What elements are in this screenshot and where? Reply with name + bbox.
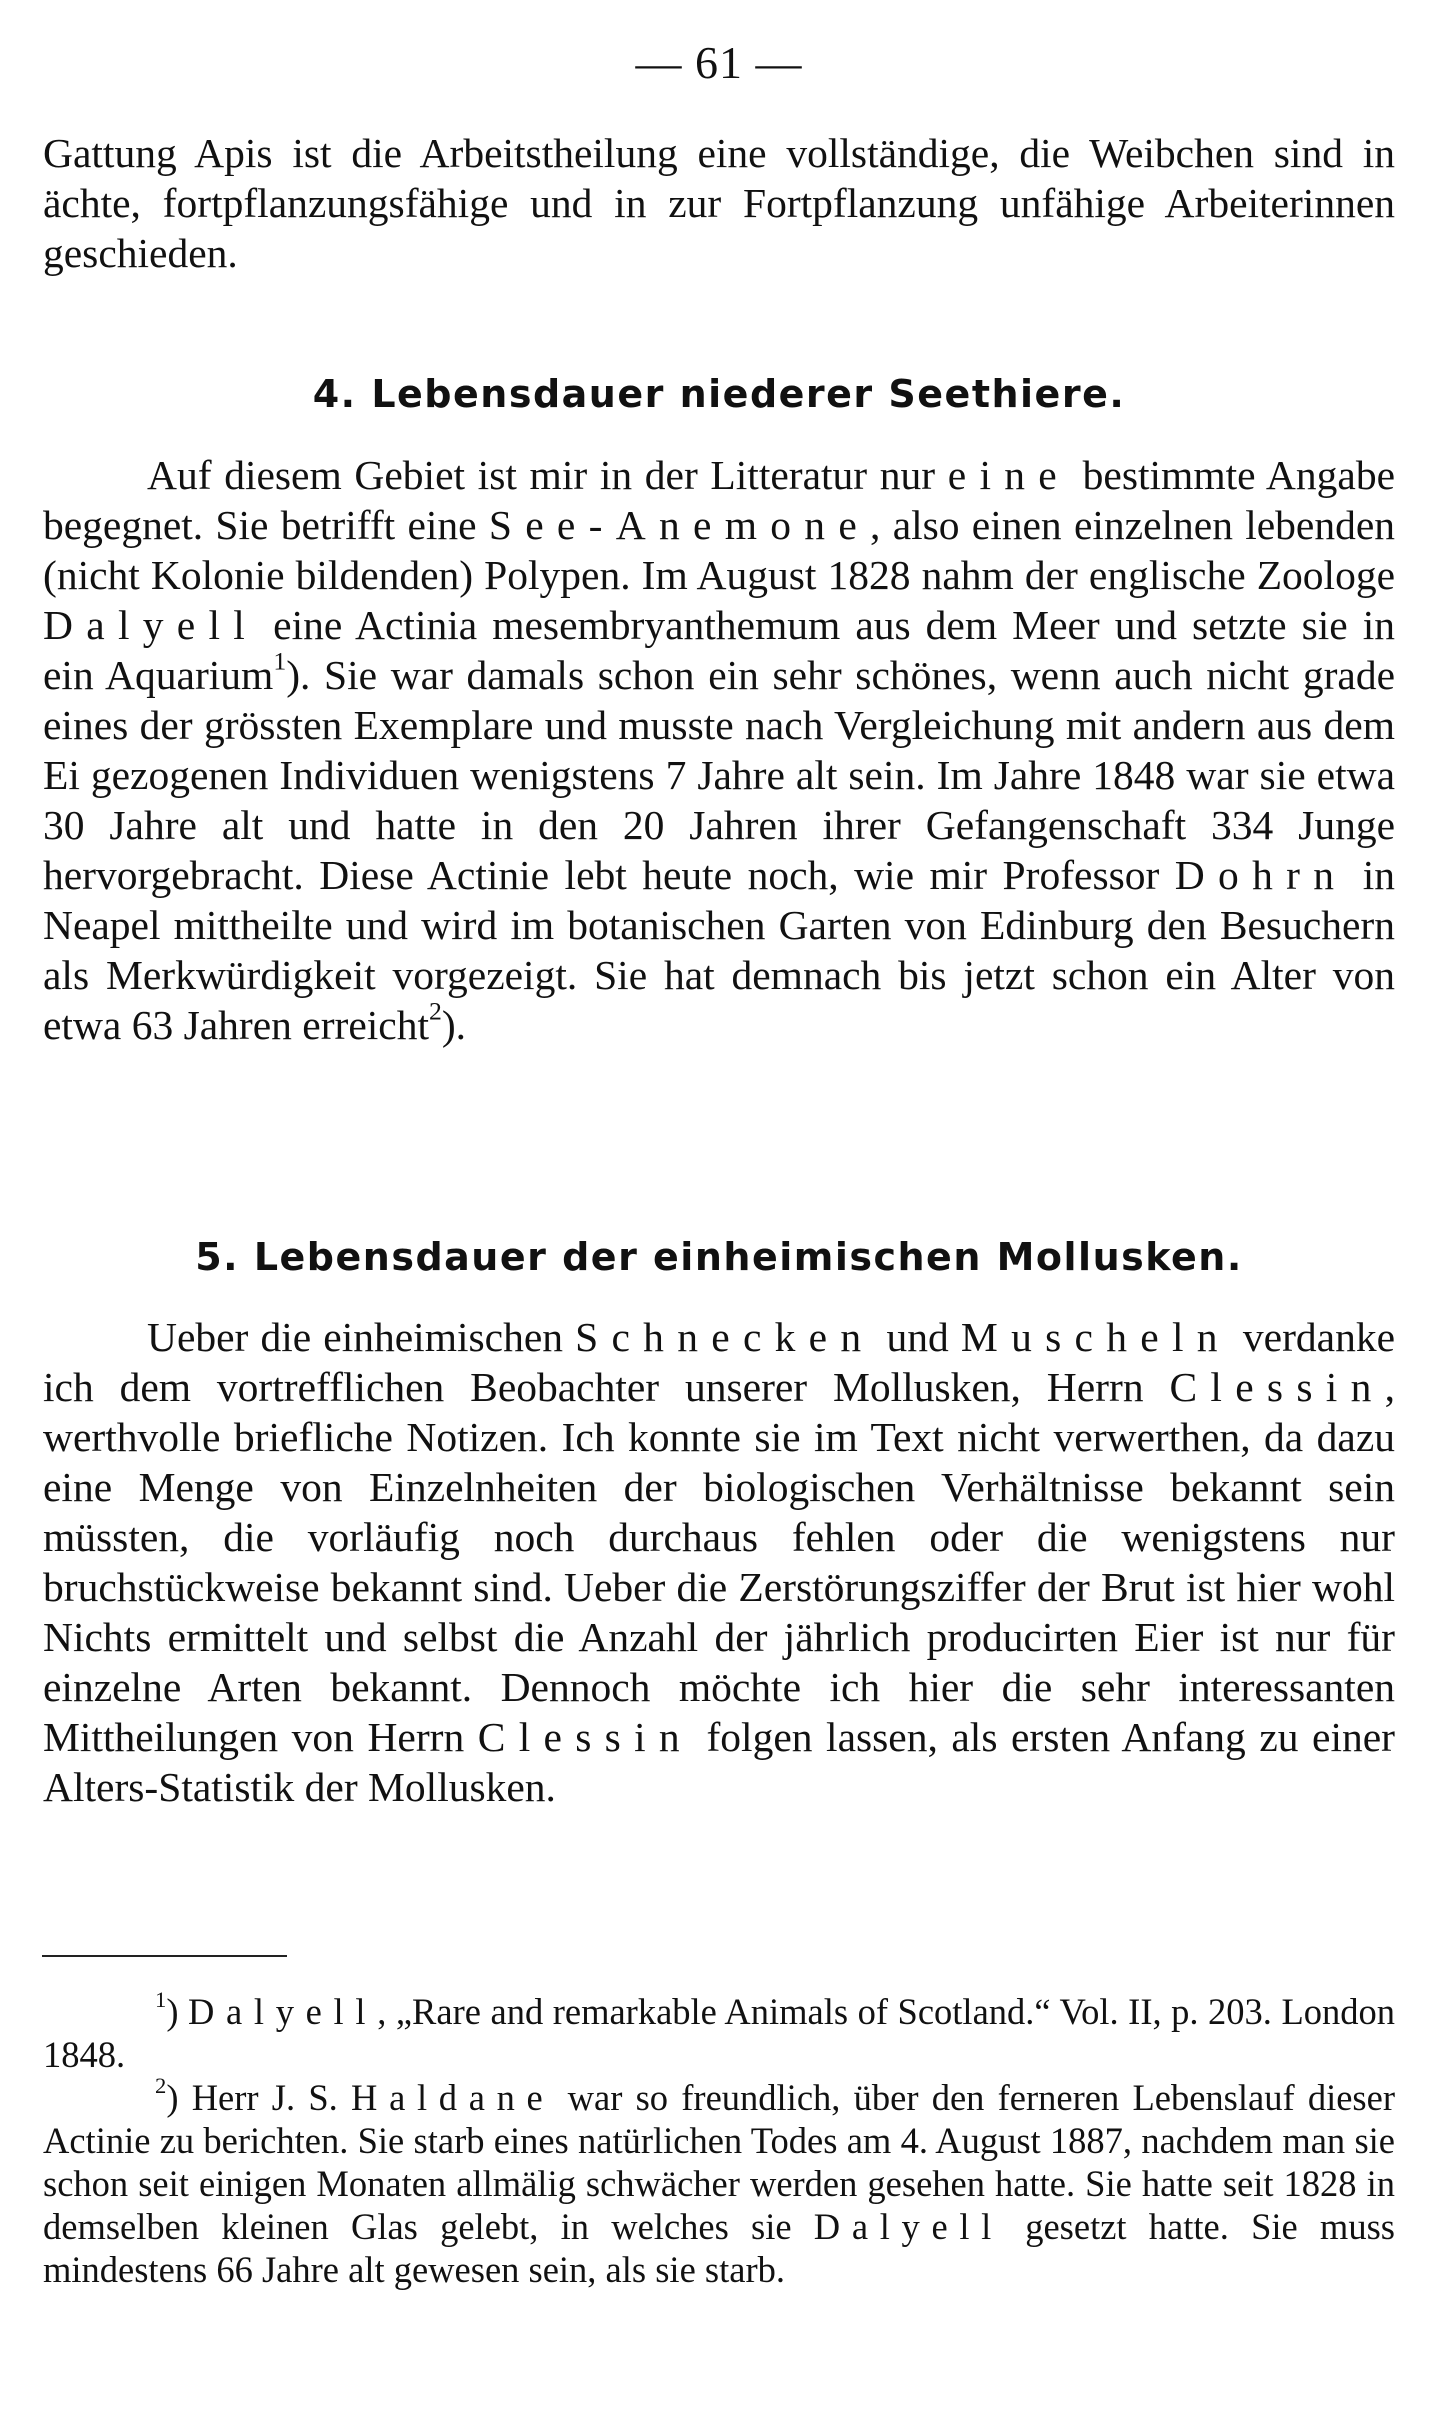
section-5-body [43, 1312, 1395, 1812]
text-run: , „Rare and remarkable Animals of Scotland.“ Vol. II, p. 203. London 1848. [43, 1991, 1395, 2075]
text-run: Auf diesem Gebiet ist mir in der Litteratur nur [147, 452, 948, 498]
text-run: war so freundlich, über den ferneren Lebenslauf dieser Actinie zu berichten. Sie starb eines natürlichen Todes am 4. August 1887, nachdem man sie schon seit einigen Monaten allmälig schwächer werden gesehen hatte. Sie hatte seit 1828 in demselben kleinen Glas gelebt, in welches sie [43, 2077, 1395, 2247]
text-run: , also einen einzelnen lebenden (nicht Kolonie bildenden) Polypen. Im August 1828 nahm der englische Zoologe [43, 502, 1395, 598]
page-number: — 61 — [635, 37, 803, 88]
footnote-marker-2: 2 [155, 2073, 167, 2099]
person-name-haldane: Haldane [351, 2077, 555, 2118]
person-name-dalyell: Dalyell [43, 602, 259, 648]
text-run: folgen lassen, als ersten Anfang zu einer Alters-Statistik der Mollusken. [43, 1714, 1395, 1810]
text-run: in Neapel mittheilte und wird im botanischen Garten von Edinburg den Besuchern als Merkwürdigkeit vorgezeigt. Sie hat demnach bis jetzt schon ein Alter von etwa 63 Jahren erreicht [43, 852, 1395, 1048]
section-5-paragraph [43, 1312, 1395, 1812]
text-run: und [874, 1314, 961, 1360]
person-name-clessin: Clessin [477, 1714, 693, 1760]
footnote-2 [43, 2073, 1395, 2291]
emphasis-muscheln: Muscheln [960, 1314, 1231, 1360]
text-run: verdanke ich dem vortrefflichen Beobachter unserer Mollusken, Herrn [43, 1314, 1396, 1410]
person-name-dalyell: Dalyell [813, 2206, 1003, 2247]
text-run: Ueber die einheimischen [147, 1314, 576, 1360]
text-run: ). Sie war damals schon ein sehr schönes, wenn auch nicht grade eines der grössten Exemplare und musste nach Vergleichung mit andern aus dem Ei gezogenen Individuen wenigstens 7 Jahre alt sein. Im Jahre 1848 war sie etwa 30 Jahre alt und hatte in den 20 Jahren ihrer Gefangenschaft 334 Junge hervorgebracht. Diese Actinie lebt heute noch, wie mir Professor [43, 652, 1395, 898]
footnote-divider [42, 1955, 287, 1957]
person-name-dalyell: Dalyell [188, 1991, 378, 2032]
footnote-ref-1: 1 [273, 646, 287, 676]
section-4-paragraph [43, 450, 1395, 1050]
section-5-heading: 5. Lebensdauer der einheimischen Mollusken. [195, 1235, 1243, 1279]
section-4-body [43, 450, 1395, 1050]
text-run: , werthvolle briefliche Notizen. Ich konnte sie im Text nicht verwerthen, da dazu eine Menge von Einzelnheiten der biologischen Verhältnisse bekannt sein müssten, die vorläufig noch durchaus fehlen oder die wenigstens nur bruchstückweise bekannt sind. Ueber die Zerstörungsziffer der Brut ist hier wohl Nichts ermittelt und selbst die Anzahl der jährlich producirten Eier ist nur für einzelne Arten bekannt. Dennoch möchte ich hier die sehr interessanten Mittheilungen von Herrn [43, 1364, 1395, 1760]
emphasis-schnecken: Schnecken [575, 1314, 875, 1360]
text-run: bestimmte Angabe begegnet. Sie betrifft eine [43, 452, 1395, 548]
emphasis-eine: eine [947, 452, 1071, 498]
person-name-clessin: Clessin [1169, 1364, 1385, 1410]
text-run: ) [166, 1991, 188, 2032]
section-4-heading: 4. Lebensdauer niederer Seethiere. [312, 372, 1126, 416]
footnote-1 [43, 1987, 1395, 2076]
footnotes [43, 1987, 1395, 2291]
intro-paragraph-block [43, 128, 1395, 278]
footnote-ref-2: 2 [428, 996, 442, 1026]
intro-paragraph: Gattung Apis ist die Arbeitstheilung eine vollständige, die Weibchen sind in ächte, fortpflanzungsfähige und in zur Fortpflanzung unfähige Arbeiterinnen geschieden. [43, 130, 1395, 276]
text-run: ) Herr J. S. [166, 2077, 352, 2118]
text-run: gesetzt hatte. Sie muss mindestens 66 Jahre alt gewesen sein, als sie starb. [43, 2206, 1395, 2290]
emphasis-see-anemone: See-Anemone [488, 502, 871, 548]
text-run: eine Actinia mesembryanthemum aus dem Meer und setzte sie in ein Aquarium [43, 602, 1395, 698]
footnote-marker-1: 1 [155, 1987, 167, 2013]
text-run: ). [441, 1002, 467, 1048]
person-name-dohrn: Dohrn [1174, 852, 1348, 898]
